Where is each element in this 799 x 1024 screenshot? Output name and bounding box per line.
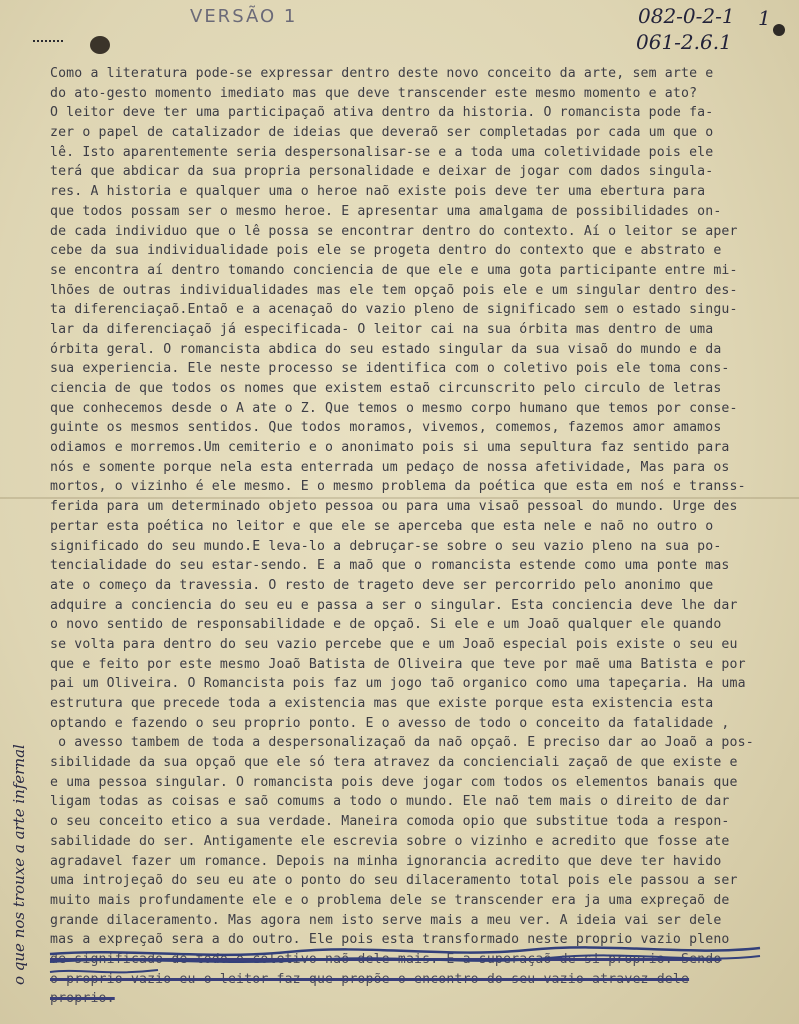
ink-dots	[33, 40, 63, 46]
text-line: tencialidade do seu estar-sendo. E a maõ que o romancista estende como uma ponte mas	[50, 558, 730, 574]
text-line: estrutura que precede toda a existencia mas que existe porque esta existencia esta	[50, 696, 714, 711]
text-line: odiamos e morremos.Um cemiterio e o anonimato pois si uma sepultura faz sentido para	[50, 440, 730, 456]
text-line: ligam todas as coisas e saõ comums a todo o mundo. Ele naõ tem mais o direito de dar	[50, 794, 730, 810]
text-line: lhões de outras individualidades mas ele tem opçaõ pois ele e um singular dentro des-	[50, 282, 738, 298]
text-line: res. A historia e qualquer uma o heroe naõ existe pois deve ter uma ebertura para	[50, 184, 706, 200]
text-line: o novo sentido de responsabilidade e de opçaõ. Si ele e um Joaõ qualquer ele quando	[50, 617, 722, 633]
text-line: o seu conceito etico a sua verdade. Maneira comoda opio que substitue toda a respon-	[50, 814, 730, 830]
archive-code-1: 082-0-2-1	[638, 4, 735, 28]
text-line: muito mais profundamente ele e o problema dele se transcender era ja uma expreçaõ de	[50, 892, 730, 908]
text-line: guinte os mesmos sentidos. Que todos moramos, vivemos, comemos, fazemos amor amamos	[50, 420, 722, 436]
text-line: pertar esta poética no leitor e que ele se aperceba que esta nele e naõ no outro o	[50, 518, 714, 534]
text-line: ate o começo da travessia. O resto de trageto deve ser percorrido pelo anonimo que	[50, 577, 714, 593]
text-line: de significado de todo o coletivo naõ dele mais. E a superaçaõ de si proprio. Sendo	[50, 951, 722, 967]
text-line: terá que abdicar da sua propria personalidade e deixar de jogar com dados singula-	[50, 164, 714, 180]
ink-blot	[90, 36, 110, 54]
text-line: zer o papel de catalizador de ideias que deveraõ ser completadas por cada um que o	[50, 125, 714, 141]
text-line: lê. Isto aparentemente seria despersonalisar-se e a toda uma coletividade pois ele	[50, 144, 714, 160]
text-line: cebe da sua individualidade pois ele se progeta dentro do contexto que e abstrato e	[50, 243, 722, 259]
text-line: significado do seu mundo.E leva-lo a debruçar-se sobre o seu vazio pleno na sua po-	[50, 538, 722, 554]
text-line: sabilidade do ser. Antigamente ele escrevia sobre o vizinho e acredito que fosse ate	[50, 833, 730, 849]
archive-code-2: 061-2.6.1	[636, 30, 732, 54]
version-label: VERSÃO 1	[190, 6, 298, 27]
text-line: e uma pessoa singular. O romancista pois deve jogar com todos os elementos banais que	[50, 774, 738, 790]
text-line: o proprio vazio eu o leitor faz que propõe o encontro do seu vazio atravez dele	[50, 971, 690, 987]
text-line: que e feito por este mesmo Joaõ Batista de Oliveira que teve por maẽ uma Batista e por	[50, 656, 746, 672]
text-line: que todos possam ser o mesmo heroe. E apresentar uma amalgama de possibilidades on-	[50, 203, 722, 219]
text-line: do ato-gesto momento imediato mas que deve transcender este mesmo momento e ato?	[50, 85, 698, 101]
text-line: ta diferenciaçaõ.Entaõ e a acenaçaõ do vazio pleno de significado sem o estado singu-	[50, 302, 738, 318]
text-line: se volta para dentro do seu vazio percebe que e um Joaõ especial pois existe o seu eu	[50, 636, 738, 652]
text-line: órbita geral. O romancista abdica do seu estado singular da sua visaõ do mundo e da	[50, 341, 722, 357]
text-line: nós e somente porque nela esta enterrada um pedaço de nossa afetividade, Mas para os	[50, 459, 730, 475]
text-line: adquire a conciencia do seu eu e passa a ser o singular. Esta conciencia deve lhe dar	[50, 597, 738, 613]
text-line: pai um Oliveira. O Romancista pois faz um jogo taõ organico como uma tapeçaria. Ha uma	[50, 676, 746, 692]
text-line: lar da diferenciaçaõ já especificada- O leitor cai na sua órbita mas dentro de uma	[50, 321, 714, 337]
text-line: Como a literatura pode-se expressar dentro deste novo conceito da arte, sem arte e	[50, 66, 714, 81]
text-line: uma introjeçaõ do seu eu ate o ponto do seu dilaceramento total pois ele passou a ser	[50, 873, 738, 889]
margin-note: o que nos trouxe a arte infernal	[10, 744, 28, 985]
typed-body-text	[50, 64, 790, 1009]
text-line: o avesso tambem de toda a despersonalizaçaõ da naõ opçaõ. E preciso dar ao Joaõ a pos-	[50, 735, 754, 751]
text-line: de cada individuo que o lê possa se encontrar dentro do contexto. Aí o leitor se aper	[50, 223, 738, 239]
text-line: que conhecemos desde o A ate o Z. Que temos o mesmo corpo humano que temos por conse-	[50, 400, 738, 416]
ink-mark	[773, 24, 785, 36]
text-line: grande dilaceramento. Mas agora nem isto serve mais a meu ver. A ideia vai ser dele	[50, 912, 722, 928]
text-line: sua experiencia. Ele neste processo se identifica com o coletivo pois ele toma cons-	[50, 361, 730, 377]
page-number: 1	[758, 6, 771, 30]
text-line: sibilidade da sua opçaõ que ele só tera atravez da concienciali zaçaõ de que existe e	[50, 755, 738, 771]
text-line: O leitor deve ter uma participaçaõ ativa dentro da historia. O romancista pode fa-	[50, 105, 714, 121]
text-line: mortos, o vizinho é ele mesmo. E o mesmo problema da poética que esta em noś e transs-	[50, 479, 746, 495]
text-line: se encontra aí dentro tomando conciencia de que ele e uma gota participante entre mi-	[50, 262, 738, 278]
text-line: mas a expreçaõ sera a do outro. Ele pois esta transformado neste proprio vazio pleno	[50, 932, 730, 948]
text-line: ciencia de que todos os nomes que existem estaõ circunscrito pelo circulo de letras	[50, 381, 722, 396]
text-line: optando e fazendo o seu proprio ponto. E o avesso de todo o conceito da fatalidade ,	[50, 715, 730, 731]
text-line: ferida para um determinado objeto pessoa ou para uma visaõ pessoal do mundo. Urge des	[50, 499, 738, 515]
text-line: proprio.	[50, 991, 115, 1007]
text-line: agradavel fazer um romance. Depois na minha ignorancia acredito que deve ter havido	[50, 853, 722, 869]
